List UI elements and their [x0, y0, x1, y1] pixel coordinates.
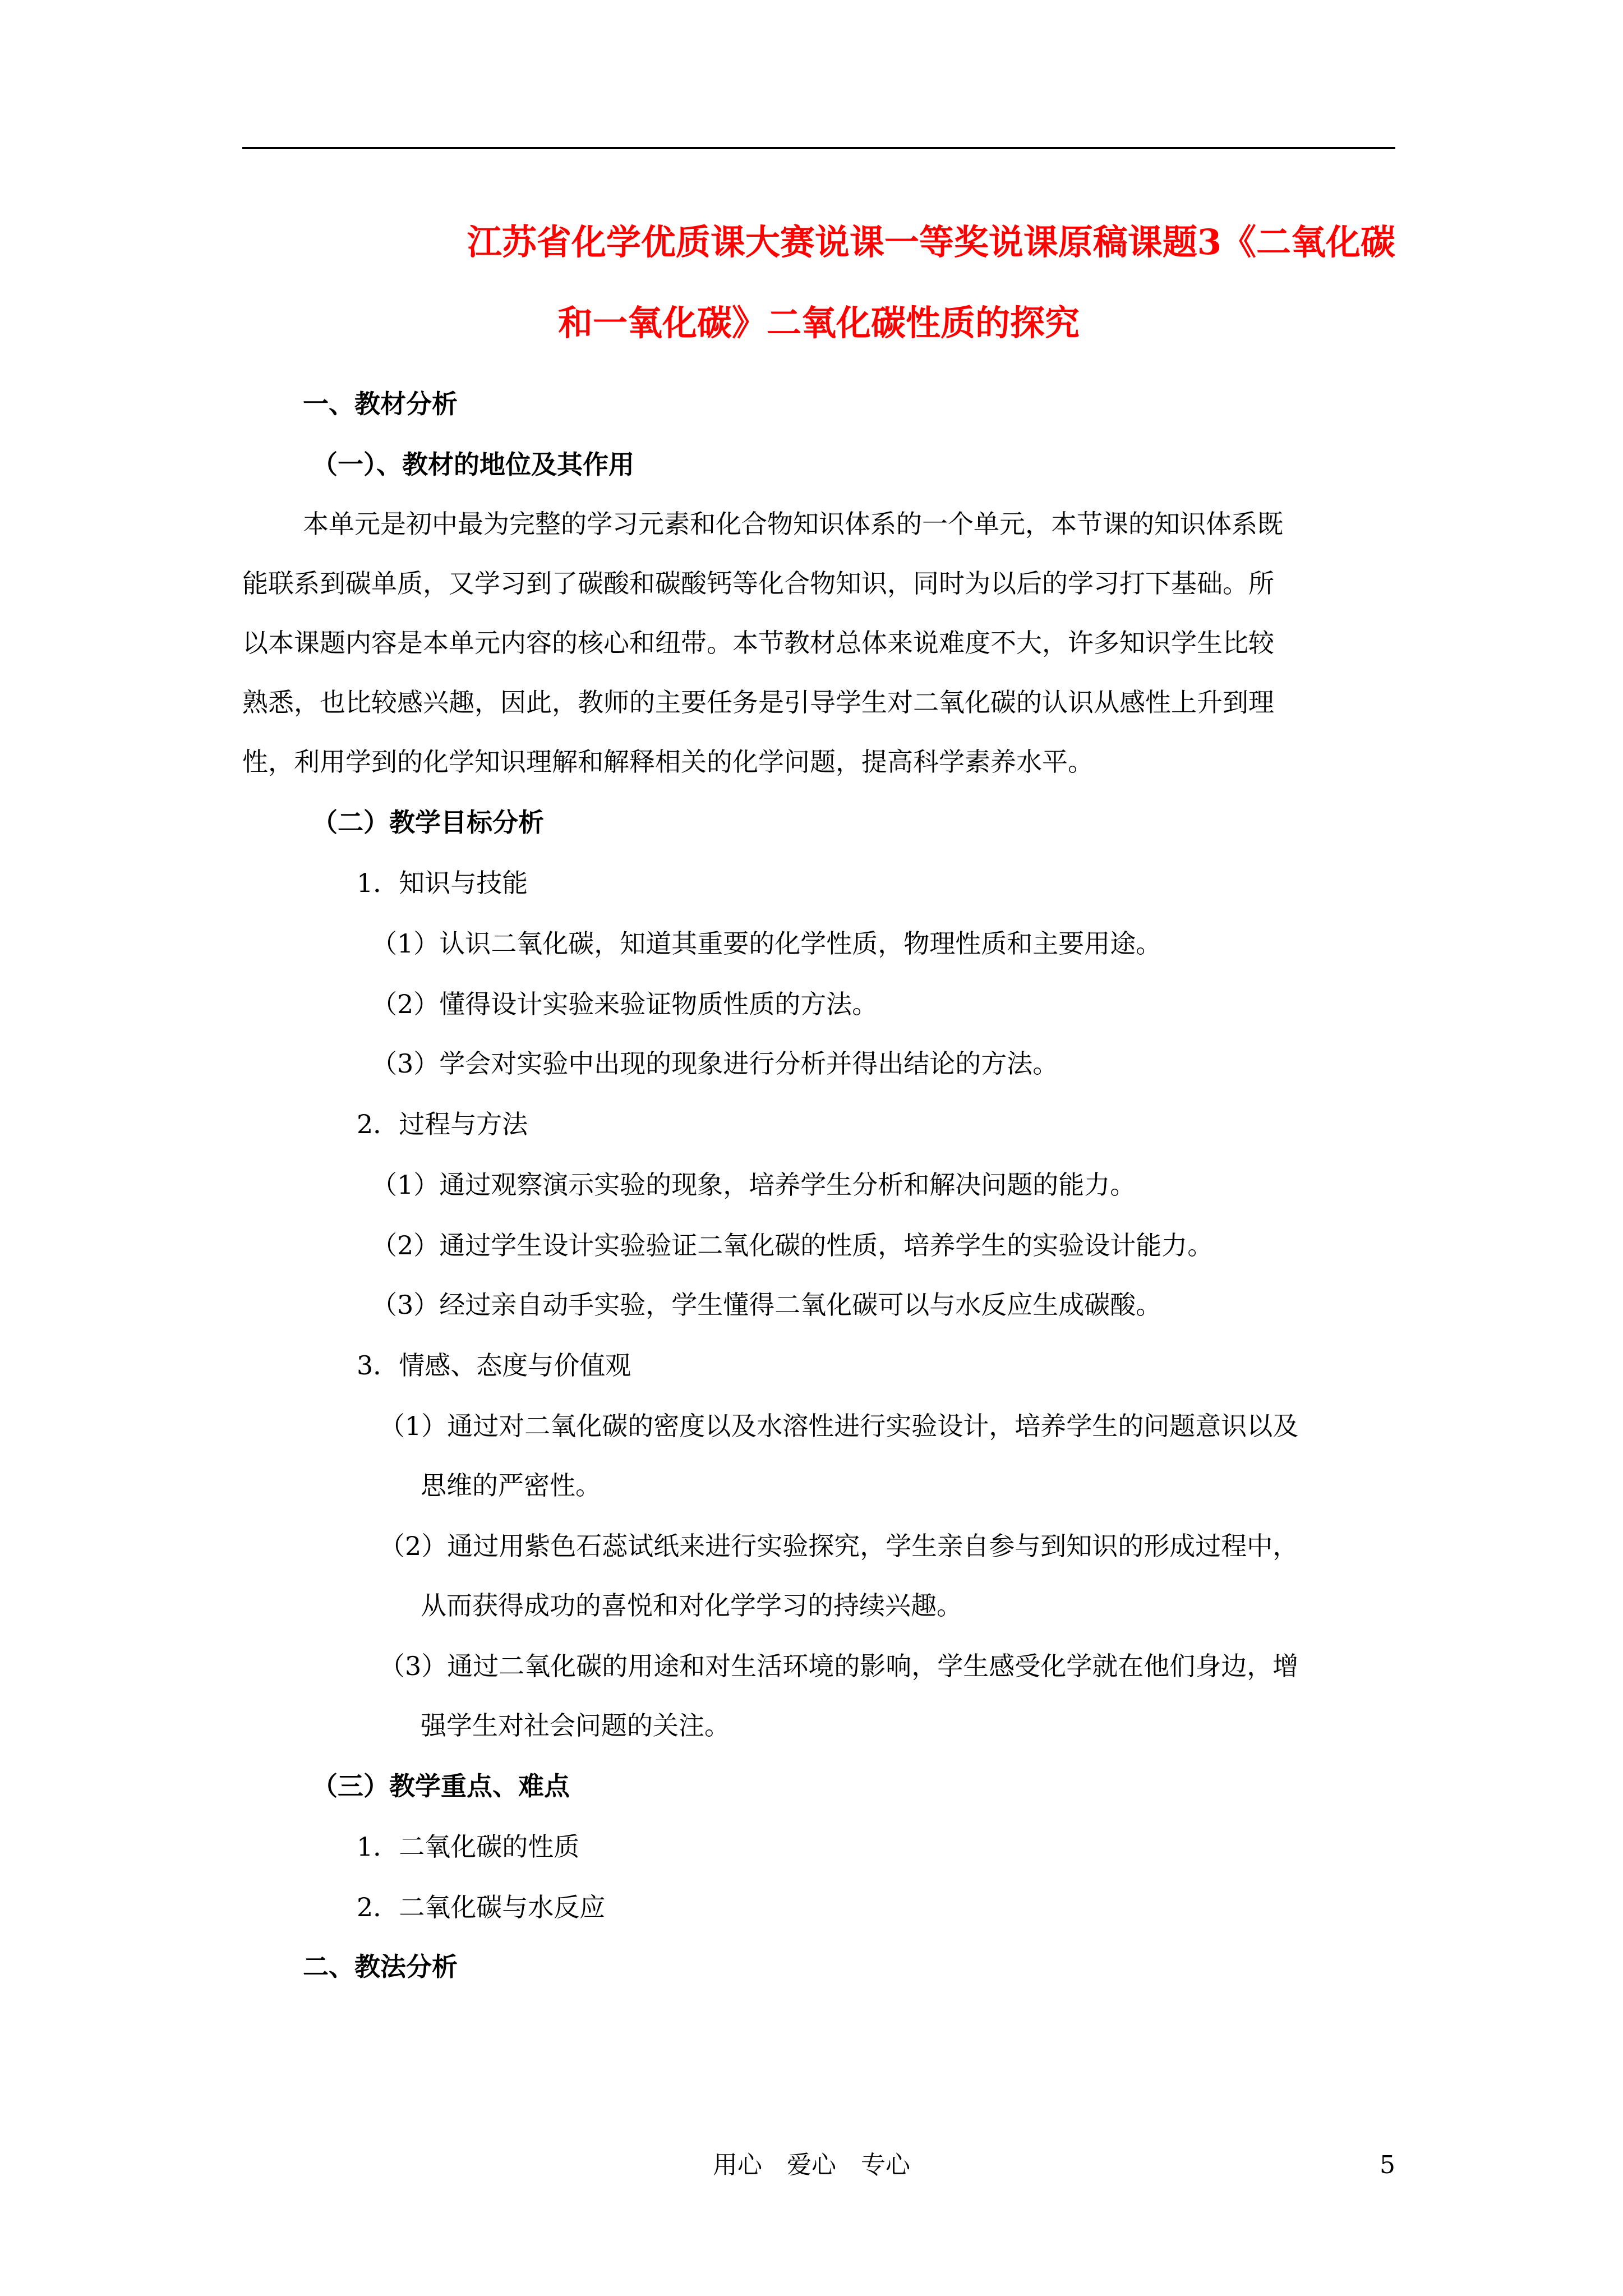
- paragraph-line: 熟悉，也比较感兴趣，因此，教师的主要任务是引导学生对二氧化碳的认识从感性上升到理: [242, 687, 1274, 717]
- goal-label-knowledge: 1．知识与技能: [357, 868, 528, 898]
- paragraph-line: 以本课题内容是本单元内容的核心和纽带。本节教材总体来说难度不大，许多知识学生比较: [242, 628, 1274, 658]
- goal-item: （3）通过二氧化碳的用途和对生活环境的影响，学生感受化学就在他们身边，增: [379, 1651, 1299, 1681]
- goal-item: （1）通过对二氧化碳的密度以及水溶性进行实验设计，培养学生的问题意识以及: [379, 1411, 1299, 1441]
- goal-item: （3）经过亲自动手实验，学生懂得二氧化碳可以与水反应生成碳酸。: [371, 1290, 1162, 1320]
- goal-item-continuation: 强学生对社会问题的关注。: [421, 1710, 730, 1741]
- goal-item-continuation: 从而获得成功的喜悦和对化学学习的持续兴趣。: [421, 1590, 962, 1621]
- header-rule: [242, 147, 1395, 149]
- subsection-heading-key-points: （三）教学重点、难点: [312, 1771, 570, 1801]
- section-heading-textbook-analysis: 一、教材分析: [303, 389, 458, 419]
- section-heading-teaching-method: 二、教法分析: [303, 1952, 458, 1982]
- goal-item: （2）通过学生设计实验验证二氧化碳的性质，培养学生的实验设计能力。: [371, 1230, 1214, 1260]
- paragraph-line: 性，利用学到的化学知识理解和解释相关的化学问题，提高科学素养水平。: [242, 747, 1094, 777]
- document-title-line-1: 江苏省化学优质课大赛说课一等奖说课原稿课题3《二氧化碳: [467, 222, 1395, 263]
- subsection-heading-goals: （二）教学目标分析: [312, 807, 544, 838]
- goal-item: （1）通过观察演示实验的现象，培养学生分析和解决问题的能力。: [371, 1170, 1136, 1200]
- goal-item: （2）懂得设计实验来验证物质性质的方法。: [371, 989, 878, 1019]
- goal-item: （3）学会对实验中出现的现象进行分析并得出结论的方法。: [371, 1048, 1059, 1079]
- goal-item: （2）通过用紫色石蕊试纸来进行实验探究，学生亲自参与到知识的形成过程中，: [379, 1531, 1299, 1561]
- footer-motto: 用心 爱心 专心: [713, 2151, 910, 2179]
- subsection-heading-role: （一）、教材的地位及其作用: [312, 449, 634, 480]
- page-number: 5: [1380, 2151, 1395, 2179]
- paragraph-line: 能联系到碳单质，又学习到了碳酸和碳酸钙等化合物知识，同时为以后的学习打下基础。所: [242, 568, 1274, 599]
- document-title-line-2: 和一氧化碳》二氧化碳性质的探究: [557, 302, 1080, 343]
- goal-label-process: 2．过程与方法: [357, 1109, 528, 1139]
- key-point-item: 2．二氧化碳与水反应: [357, 1892, 606, 1922]
- goal-label-values: 3．情感、态度与价值观: [357, 1350, 631, 1381]
- key-point-item: 1．二氧化碳的性质: [357, 1832, 580, 1862]
- paragraph-line: 本单元是初中最为完整的学习元素和化合物知识体系的一个单元，本节课的知识体系既: [303, 509, 1283, 539]
- goal-item-continuation: 思维的严密性。: [421, 1470, 601, 1501]
- goal-item: （1）认识二氧化碳，知道其重要的化学性质，物理性质和主要用途。: [371, 928, 1162, 959]
